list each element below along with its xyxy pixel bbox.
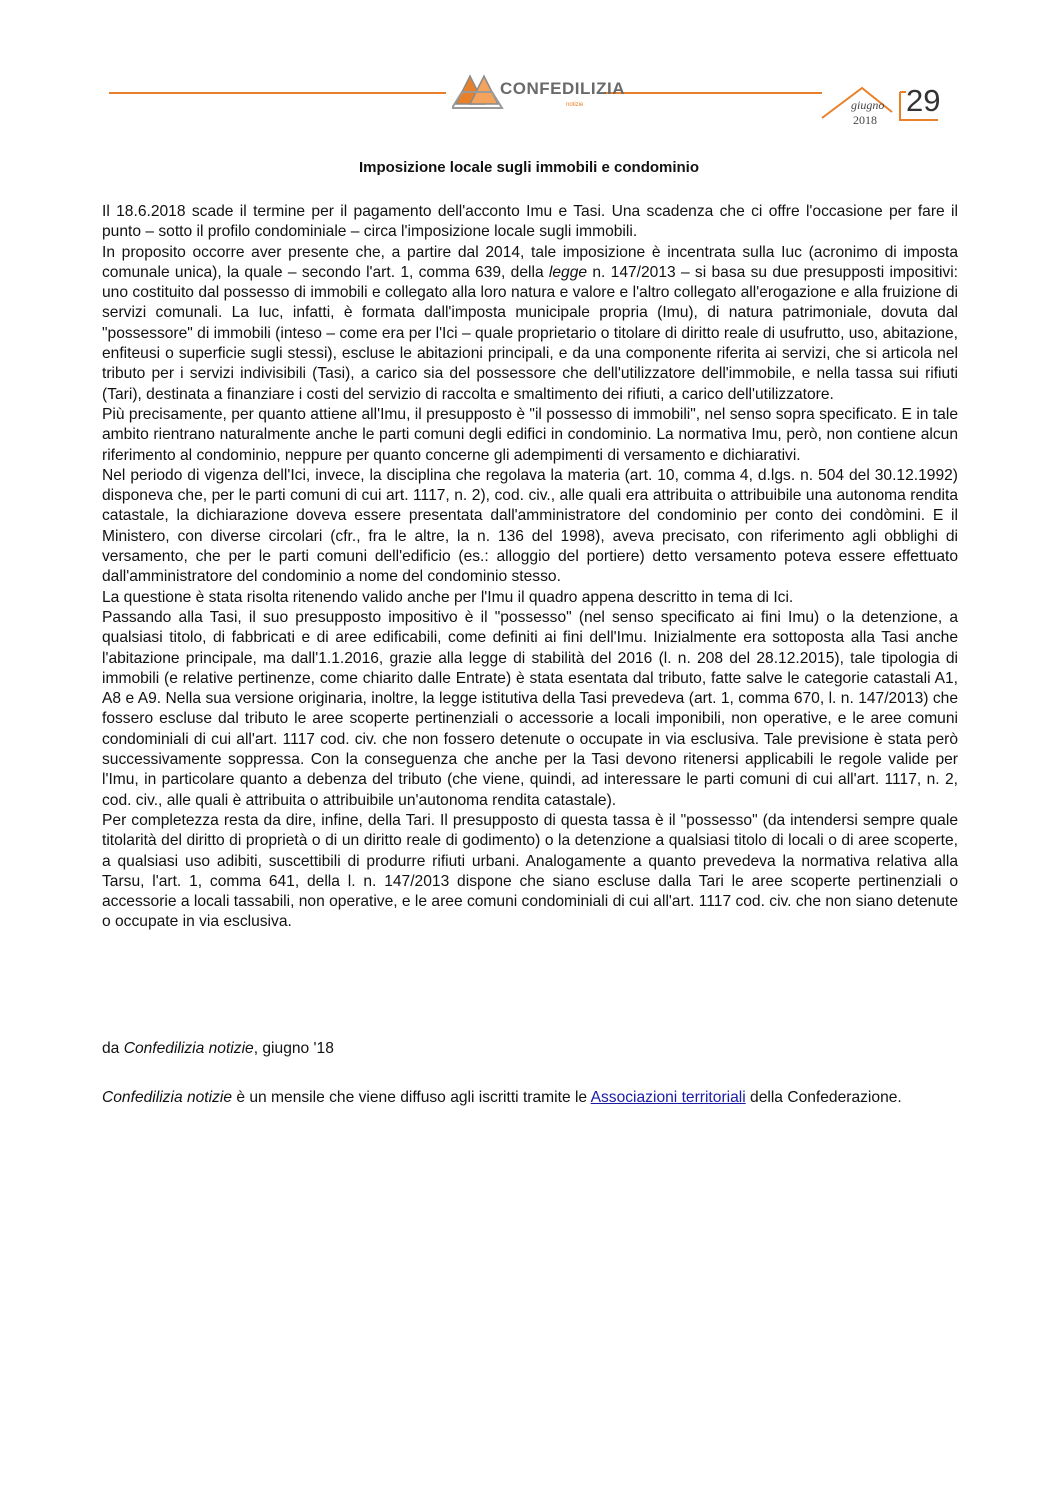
issue-year: 2018 — [853, 113, 877, 127]
associazioni-territoriali-link[interactable]: Associazioni territoriali — [590, 1089, 746, 1106]
header-rule-left — [109, 92, 446, 94]
article-paragraph: Nel periodo di vigenza dell'Ici, invece, la disciplina che regolava la materia (art. 10, comma 4, d.lgs. n. 504 del 30.12.1992) disponeva che, per le parti comuni di cui art. 1117, n. 2), cod. civ., alle quali era attribuita o attribuibile una autonoma rendita catastale, la dichiarazione doveva essere presentata dall'amministratore del condominio per conto dei condòmini. E il Ministero, con diverse circolari (cfr., fra le altre, la n. 136 del 1998), aveva precisato, con riferimento agli obblighi di versamento, che per le parti comuni dell'edificio (es.: alloggio del portiere) detto versamento poteva essere effettuato dall'amministratore del condominio a nome del condominio stesso. — [102, 466, 958, 586]
article-paragraph: In proposito occorre aver presente che, a partire dal 2014, tale imposizione è incentrata sulla Iuc (acronimo di imposta comunale unica), la quale – secondo l'art. 1, comma 639, della legge n. 147/2013 – si basa su due presupposti impositivi: uno costituito dal possesso di immobili e collegato alla loro natura e valore e l'altro collegato all'erogazione e alla fruizione di servizi comunali. La Iuc, infatti, è formata dall'imposta municipale propria (Imu), di natura patrimoniale, dovuta dal "possessore" di immobili (inteso – come era per l'Ici – quale proprietario o titolare di diritto reale di usufrutto, uso, abitazione, enfiteusi o superficie sugli stessi), escluse le abitazioni principali, e da una componente riferita ai servizi, che si articola nel tributo per i servizi indivisibili (Tasi), a carico sia del possessore che dell'utilizzatore dell'immobile, e nella tassa sui rifiuti (Tari), destinata a finanziare i costi del servizio di raccolta e smaltimento dei rifiuti, a carico dell'utilizzatore. — [102, 243, 959, 403]
article-body — [102, 202, 958, 933]
issue-number: 29 — [906, 83, 941, 118]
article-paragraph: La questione è stata risolta ritenendo valido anche per l'Imu il quadro appena descritto in tema di Ici. — [102, 588, 794, 606]
article-paragraph: Passando alla Tasi, il suo presupposto impositivo è il "possesso" (nel senso specificato ai fini Imu) o la detenzione, a qualsiasi titolo, di fabbricati e di aree edificabili, come definiti ai fini dell'Imu. Inizialmente era sottoposta alla Tasi anche l'abitazione principale, ma dall'1.1.2016, grazie alla legge di stabilità del 2016 (l. n. 208 del 28.12.2015), tale tipologia di immobili (e relative pertinenze, come chiarito dalle Entrate) è stata esentata dal tributo, fatte salve le categorie catastali A1, A8 e A9. Nella sua versione originaria, inoltre, la legge istitutiva della Tasi prevedeva (art. 1, comma 670, l. n. 147/2013) che fossero escluse dal tributo le aree scoperte pertinenziali o accessorie a locali imponibili, non operative, e le aree comuni condominiali di cui all'art. 1117 cod. civ. che non fossero detenute o occupate in via esclusiva. Tale previsione è stata però successivamente soppressa. Con la conseguenza che anche per la Tasi devono ritenersi applicabili le regole valide per l'Imu, in particolare quanto a debenza del tributo (che viene, quindi, ad interessare le parti comuni di cui all'art. 1117, n. 2, cod. civ., alle quali è attribuita o attribuibile un'autonoma rendita catastale). — [102, 608, 958, 809]
header-rule-right — [604, 92, 822, 94]
issue-badge — [820, 80, 950, 140]
issue-month: giugno — [851, 98, 885, 112]
footer-note: Confedilizia notizie è un mensile che viene diffuso agli iscritti tramite le Associazioni territoriali della Confederazione. — [102, 1089, 902, 1106]
article-paragraph: Il 18.6.2018 scade il termine per il pagamento dell'acconto Imu e Tasi. Una scadenza che ci offre l'occasione per fare il punto – sotto il profilo condominiale – circa l'imposizione locale sugli immobili. — [102, 203, 958, 241]
source-line: da Confedilizia notizie, giugno '18 — [102, 1040, 334, 1057]
confedilizia-logo — [452, 70, 625, 122]
article-paragraph: Più precisamente, per quanto attiene all'Imu, il presupposto è "il possesso di immobili", nel senso sopra specificato. E in tale ambito rientrano naturalmente anche le parti comuni degli edifici in condominio. La normativa Imu, però, non contiene alcun riferimento al condominio, neppure per quanto concerne gli adempimenti di versamento e dichiarativi. — [102, 405, 958, 464]
logo-subtext: notizie — [566, 102, 584, 108]
article-title: Imposizione locale sugli immobili e condominio — [358, 159, 700, 176]
logo-wordmark: CONFEDILIZIA — [500, 79, 625, 98]
article-paragraph: Per completezza resta da dire, infine, della Tari. Il presupposto di questa tassa è il "possesso" (da intendersi sempre quale titolarità del diritto di proprietà o di un diritto reale di godimento) o la detenzione a qualsiasi titolo di locali o di aree scoperte, a qualsiasi uso adibiti, suscettibili di produrre rifiuti urbani. Analogamente a quanto prevedeva la normativa relativa alla Tarsu, l'art. 1, comma 641, della l. n. 147/2013 dispone che siano escluse dalla Tari le aree scoperte pertinenziali o accessorie a locali tassabili, non operative, e le aree comuni condominiali di cui all'art. 1117 cod. civ. che non siano detenute o occupate in via esclusiva. — [102, 811, 958, 931]
